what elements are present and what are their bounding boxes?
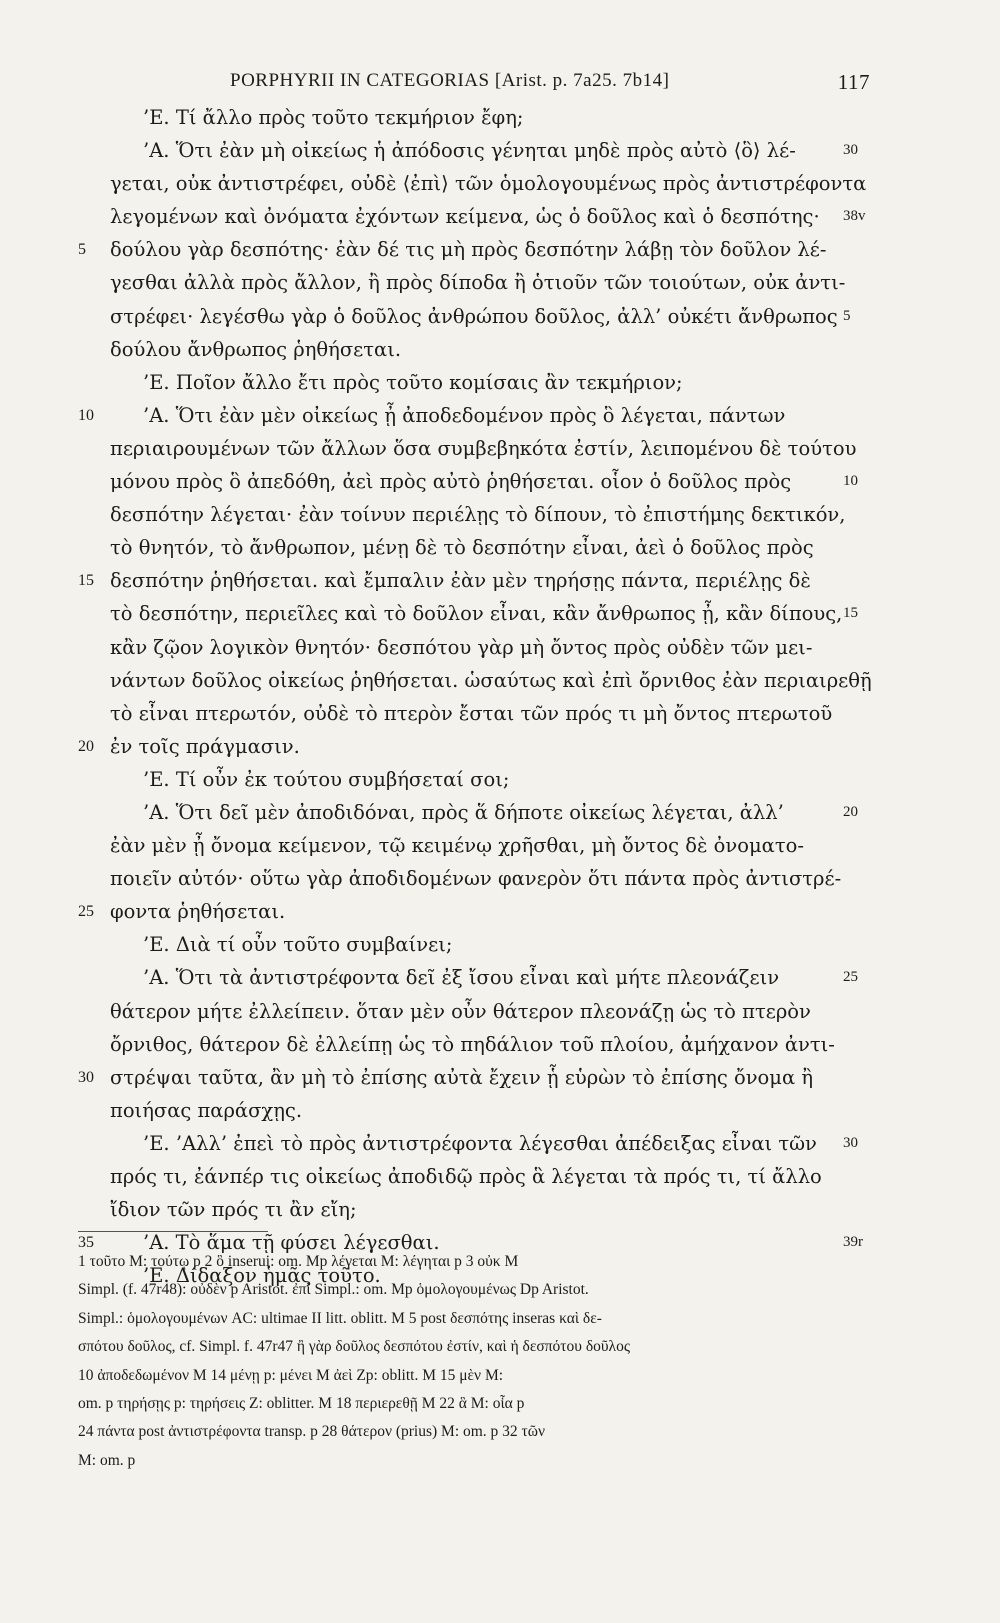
apparatus-line: [0, 1447, 1000, 1475]
line-number: 25: [78, 903, 94, 921]
text-line: [0, 796, 1000, 829]
text-line: [0, 531, 1000, 564]
apparatus-text: 1 τοῦτο M: τούτῳ p 2 ὃ inserui: om. Mp λέγεται M: λέγηται p 3 οὐκ M: [78, 1253, 519, 1270]
line-text: δούλου γὰρ δεσπότης· ἐὰν δέ τις μὴ πρὸς δεσπότην λάβῃ τὸν δοῦλον λέ-: [110, 238, 827, 262]
apparatus-line: [0, 1418, 1000, 1446]
line-text: ’Ε. ’Αλλ’ ἐπεὶ τὸ πρὸς ἀντιστρέφοντα λέγεσθαι ἀπέδειξας εἶναι τῶν: [143, 1131, 817, 1155]
line-text: ἐὰν μὲν ᾖ ὄνομα κείμενον, τῷ κειμένῳ χρῆσθαι, μὴ ὄντος δὲ ὀνοματο-: [110, 834, 804, 858]
line-text: ’Ε. Ποῖον ἄλλο ἔτι πρὸς τοῦτο κομίσαις ἂν τεκμήριον;: [143, 370, 683, 394]
apparatus-text: M: om. p: [78, 1451, 136, 1469]
apparatus-text: 10 ἀποδεδωμένον M 14 μένῃ p: μένει M ἀεὶ Zp: oblitt. M 15 μὲν M:: [78, 1366, 504, 1384]
text-line: [0, 200, 1000, 233]
text-line: [0, 597, 1000, 630]
text-line: [0, 564, 1000, 597]
reference-number: 5: [843, 307, 851, 324]
footnote-rule: [78, 1231, 268, 1232]
line-text: δεσπότην ῥηθήσεται. καὶ ἔμπαλιν ἐὰν μὲν τηρήσῃς πάντα, περιέλῃς δὲ: [110, 569, 811, 593]
apparatus-line: [0, 1248, 1000, 1276]
line-text: δούλου ἄνθρωπος ῥηθήσεται.: [110, 337, 402, 361]
line-text: ’Α. Ὅτι ἐὰν μὲν οἰκείως ᾖ ἀποδεδομένον πρὸς ὃ λέγεται, πάντων: [143, 403, 786, 427]
text-line: [0, 266, 1000, 299]
line-text: ποιεῖν αὐτόν· οὕτω γὰρ ἀποδιδομένων φανερὸν ὅτι πάντα πρὸς ἀντιστρέ-: [110, 867, 842, 891]
text-line: [0, 432, 1000, 465]
running-title: PORPHYRII IN CATEGORIAS [Arist. p. 7a25. 7b14]: [230, 70, 670, 91]
reference-number: 25: [843, 969, 858, 986]
reference-number: 20: [843, 803, 858, 820]
text-line: [0, 928, 1000, 961]
apparatus-line: [0, 1276, 1000, 1304]
line-text: γεσθαι ἀλλὰ πρὸς ἄλλον, ἢ πρὸς δίποδα ἢ ὁτιοῦν τῶν τοιούτων, οὐκ ἀντι-: [110, 271, 846, 295]
line-text: στρέψαι ταῦτα, ἂν μὴ τὸ ἐπίσης αὐτὰ ἔχειν ᾗ εὑρὼν τὸ ἐπίσης ὄνομα ἢ: [110, 1065, 814, 1089]
line-text: τὸ εἶναι πτερωτόν, οὐδὲ τὸ πτερὸν ἔσται τῶν πρός τι μὴ ὄντος πτερωτοῦ: [110, 701, 833, 725]
reference-number: 39r: [843, 1234, 863, 1251]
text-line: [0, 1028, 1000, 1061]
line-text: φοντα ῥηθήσεται.: [110, 900, 286, 924]
line-text: ’Α. Ὅτι τὰ ἀντιστρέφοντα δεῖ ἐξ ἴσου εἶναι καὶ μήτε πλεονάζειν: [143, 966, 780, 990]
reference-number: 30: [843, 1134, 858, 1151]
text-line: [0, 763, 1000, 796]
apparatus-text: om. p τηρήσῃς p: τηρήσεις Z: oblitter. M 18 περιερεθῇ M 22 ἃ M: οἷα p: [78, 1394, 525, 1412]
apparatus-line: [0, 1390, 1000, 1418]
line-text: κἂν ζῷον λογικὸν θνητόν· δεσπότου γὰρ μὴ ὄντος πρὸς οὐδὲν τῶν μει-: [110, 635, 813, 659]
text-line: [0, 1094, 1000, 1127]
apparatus-text: Simpl.: ὁμολογουμένων AC: ultimae II litt. oblitt. M 5 post δεσπότης inseras καὶ δε-: [78, 1309, 602, 1327]
line-text: δεσπότην λέγεται· ἐὰν τοίνυν περιέλῃς τὸ δίπουν, τὸ ἐπιστήμης δεκτικόν,: [110, 503, 846, 527]
text-line: [0, 101, 1000, 134]
line-text: νάντων δοῦλος οἰκείως ῥηθήσεται. ὡσαύτως καὶ ἐπὶ ὄρνιθος ἐὰν περιαιρεθῇ: [110, 668, 872, 692]
text-line: [0, 1127, 1000, 1160]
line-text: λεγομένων καὶ ὀνόματα ἐχόντων κείμενα, ὡς ὁ δοῦλος καὶ ὁ δεσπότης·: [110, 205, 820, 229]
line-text: πρός τι, ἐάνπέρ τις οἰκείως ἀποδιδῷ πρὸς ἃ λέγεται τὰ πρός τι, τί ἄλλο: [110, 1165, 822, 1188]
line-text: τὸ δεσπότην, περιεῖλες καὶ τὸ δοῦλον εἶναι, κἂν ἄνθρωπος ᾖ, κἂν δίπους,: [110, 602, 843, 626]
text-line: [0, 961, 1000, 994]
text-line: [0, 1193, 1000, 1226]
text-line: [0, 829, 1000, 862]
page-number: 117: [837, 70, 870, 94]
text-line: [0, 895, 1000, 928]
text-line: [0, 1160, 1000, 1193]
text-line: [0, 697, 1000, 730]
line-text: ’Α. Ὅτι δεῖ μὲν ἀποδιδόναι, πρὸς ἅ δήποτε οἰκείως λέγεται, ἀλλ’: [143, 800, 784, 824]
apparatus-text: 24 πάντα post ἀντιστρέφοντα transp. p 28 θάτερον (prius) M: om. p 32 τῶν: [78, 1423, 545, 1441]
text-line: [0, 730, 1000, 763]
line-text: ’Ε. Τί οὖν ἐκ τούτου συμβήσεταί σοι;: [143, 767, 510, 791]
reference-number: 15: [843, 605, 858, 622]
main-text: [0, 101, 1000, 1292]
apparatus-criticus: [0, 1248, 1000, 1475]
line-text: μόνου πρὸς ὃ ἀπεδόθη, ἀεὶ πρὸς αὐτὸ ῥηθήσεται. οἷον ὁ δοῦλος πρὸς: [110, 470, 792, 494]
text-line: [0, 995, 1000, 1028]
line-text: ὄρνιθος, θάτερον δὲ ἐλλείπῃ ὡς τὸ πηδάλιον τοῦ πλοίου, ἀμήχανον ἀντι-: [110, 1032, 835, 1056]
line-text: ’Α. Ὅτι ἐὰν μὴ οἰκείως ἡ ἀπόδοσις γένηται μηδὲ πρὸς αὐτὸ ⟨ὃ⟩ λέ-: [143, 139, 796, 163]
text-line: [0, 366, 1000, 399]
line-text: ἐν τοῖς πράγμασιν.: [110, 734, 300, 758]
running-header: [230, 70, 870, 100]
text-line: [0, 399, 1000, 432]
text-line: [0, 498, 1000, 531]
apparatus-text: Simpl. (f. 47r48): οὐδὲν p Aristot. ἐπὶ Simpl.: om. Mp ὁμολογουμένως Dp Aristot.: [78, 1281, 589, 1299]
text-line: [0, 167, 1000, 200]
reference-number: 10: [843, 473, 858, 490]
text-line: [0, 1061, 1000, 1094]
line-text: ’Α. Τὸ ἅμα τῇ φύσει λέγεσθαι.: [143, 1231, 440, 1255]
line-number: 30: [78, 1068, 94, 1086]
text-line: [0, 134, 1000, 167]
text-line: [0, 631, 1000, 664]
text-line: [0, 333, 1000, 366]
reference-number: 38v: [843, 208, 866, 225]
line-number: 15: [78, 572, 94, 590]
line-text: θάτερον μήτε ἐλλείπειν. ὅταν μὲν οὖν θάτερον πλεονάζῃ ὡς τὸ πτερὸν: [110, 999, 811, 1023]
line-text: ποιήσας παράσχῃς.: [110, 1098, 303, 1122]
line-text: ἴδιον τῶν πρός τι ἂν εἴη;: [110, 1198, 357, 1222]
line-text: ’Ε. Διὰ τί οὖν τοῦτο συμβαίνει;: [143, 933, 453, 957]
text-line: [0, 300, 1000, 333]
text-line: [0, 465, 1000, 498]
line-number: 10: [78, 406, 94, 424]
line-number: 35: [78, 1234, 94, 1252]
apparatus-text: σπότου δοῦλος, cf. Simpl. f. 47r47 ἢ γὰρ δοῦλος δεσπότου ἐστίν, καὶ ἡ δεσπότου δοῦλος: [78, 1338, 630, 1356]
line-text: γεται, οὐκ ἀντιστρέφει, οὐδὲ ⟨ἐπὶ⟩ τῶν ὁμολογουμένως πρὸς ἀντιστρέφοντα: [110, 172, 867, 196]
line-text: στρέφει· λεγέσθω γὰρ ὁ δοῦλος ἀνθρώπου δοῦλος, ἀλλ’ οὐκέτι ἄνθρωπος: [110, 304, 838, 328]
apparatus-line: [0, 1333, 1000, 1361]
line-number: 5: [78, 241, 86, 259]
text-line: [0, 233, 1000, 266]
line-text: περιαιρουμένων τῶν ἄλλων ὅσα συμβεβηκότα ἐστίν, λειπομένου δὲ τούτου: [110, 436, 857, 460]
apparatus-line: [0, 1305, 1000, 1333]
reference-number: 30: [843, 142, 858, 159]
text-line: [0, 664, 1000, 697]
text-line: [0, 862, 1000, 895]
line-text: ’Ε. Τί ἄλλο πρὸς τοῦτο τεκμήριον ἔφη;: [143, 106, 524, 129]
line-number: 20: [78, 737, 94, 755]
line-text: τὸ θνητόν, τὸ ἄνθρωπον, μένῃ δὲ τὸ δεσπότην εἶναι, ἀεὶ ὁ δοῦλος πρὸς: [110, 536, 814, 560]
apparatus-line: [0, 1362, 1000, 1390]
line-text: ’Ε. Δίδαξον ἡμᾶς τοῦτο.: [143, 1264, 381, 1288]
